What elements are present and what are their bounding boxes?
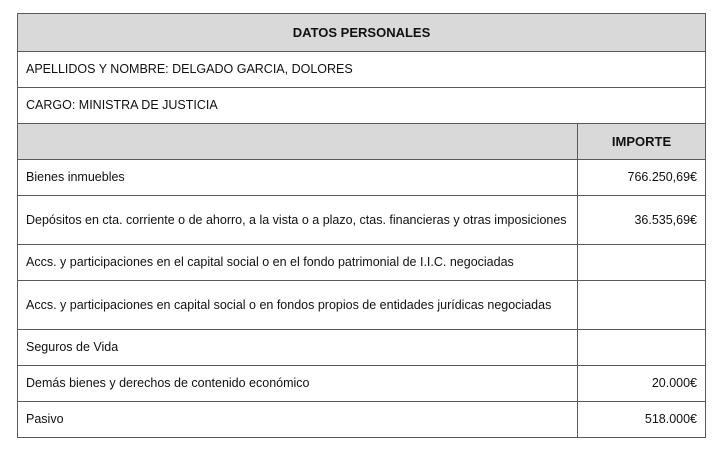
- asset-label: Depósitos en cta. corriente o de ahorro, a la vista o a plazo, ctas. financieras y otras imposiciones: [18, 196, 578, 245]
- asset-amount: 766.250,69€: [578, 160, 706, 196]
- asset-amount: 518.000€: [578, 402, 706, 438]
- header-blank-cell: [18, 124, 578, 160]
- table-row: [18, 330, 706, 366]
- position-line: CARGO: MINISTRA DE JUSTICIA: [18, 88, 706, 124]
- asset-amount: [578, 281, 706, 330]
- table-row: [18, 160, 706, 196]
- table-row: [18, 245, 706, 281]
- amount-column-header: IMPORTE: [578, 124, 706, 160]
- asset-label: Accs. y participaciones en el capital social o en el fondo patrimonial de I.I.C. negociadas: [18, 245, 578, 281]
- asset-amount: [578, 245, 706, 281]
- asset-label: Demás bienes y derechos de contenido económico: [18, 366, 578, 402]
- asset-label: Pasivo: [18, 402, 578, 438]
- asset-label: Seguros de Vida: [18, 330, 578, 366]
- declaration-table: [17, 13, 706, 438]
- table-row: [18, 196, 706, 245]
- asset-amount: 20.000€: [578, 366, 706, 402]
- table-title: DATOS PERSONALES: [18, 14, 706, 52]
- name-line: APELLIDOS Y NOMBRE: DELGADO GARCIA, DOLORES: [18, 52, 706, 88]
- table-row: [18, 402, 706, 438]
- asset-label: Accs. y participaciones en capital social o en fondos propios de entidades jurídicas negociadas: [18, 281, 578, 330]
- asset-amount: 36.535,69€: [578, 196, 706, 245]
- asset-amount: [578, 330, 706, 366]
- asset-label: Bienes inmuebles: [18, 160, 578, 196]
- table-row: [18, 281, 706, 330]
- table-row: [18, 366, 706, 402]
